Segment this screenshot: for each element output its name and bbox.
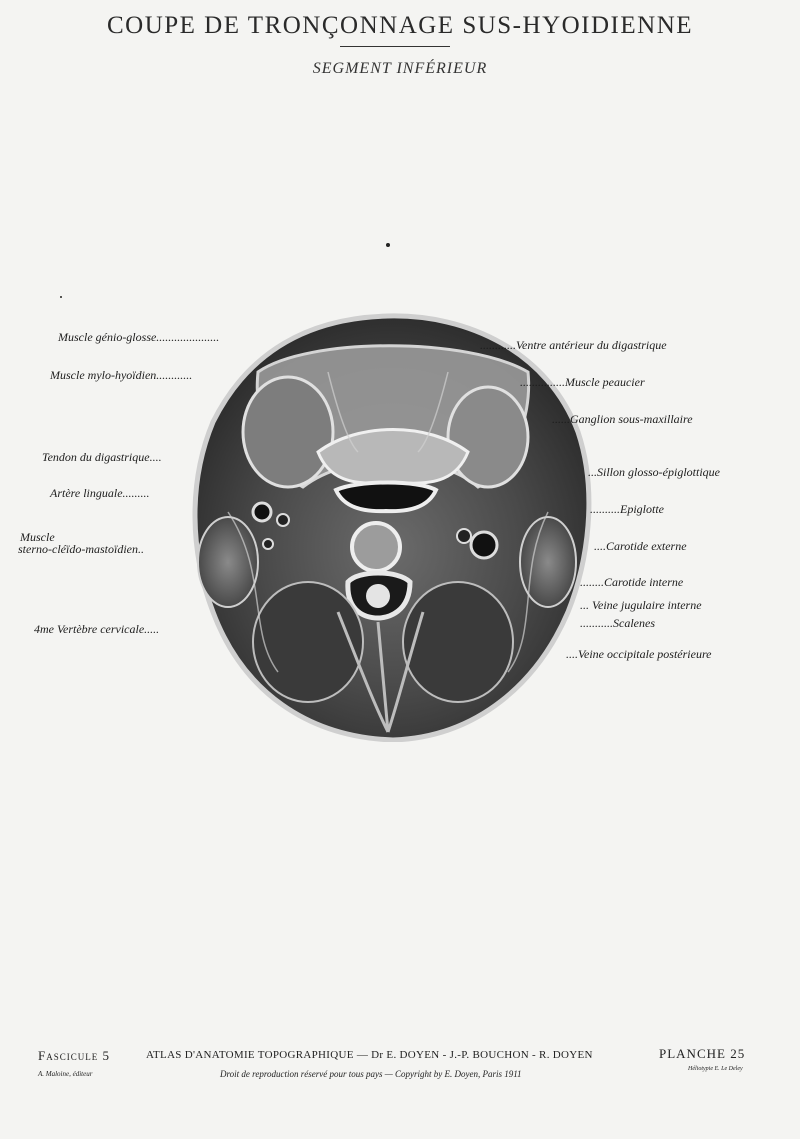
- footer-fascicule: Fascicule 5: [38, 1048, 110, 1063]
- label-artere-linguale: Artère linguale.........: [50, 486, 150, 500]
- label-carotide-externe: ....Carotide externe: [594, 539, 687, 553]
- label-muscle-peaucier: ...............Muscle peaucier: [520, 375, 645, 389]
- ink-speck: [386, 243, 390, 247]
- vertebral-body: [352, 523, 400, 571]
- label-carotide-interne: ........Carotide interne: [580, 575, 684, 589]
- title-rule: [340, 46, 450, 47]
- vessel: [471, 532, 497, 558]
- label-veine-jugulaire: ... Veine jugulaire interne: [580, 598, 702, 612]
- vessel: [457, 529, 471, 543]
- footer-rights: Droit de reproduction réservé pour tous pays — Copyright by E. Doyen, Paris 1911: [220, 1069, 522, 1079]
- ink-speck: [60, 296, 62, 298]
- submandibular-right: [448, 387, 528, 487]
- footer-planche: PLANCHE 25: [659, 1046, 746, 1061]
- vessel: [277, 514, 289, 526]
- label-scalenes: ...........Scalenes: [580, 616, 655, 630]
- label-sillon: ...Sillon glosso-épiglottique: [588, 465, 720, 479]
- footer-editor: A. Maloine, éditeur: [38, 1070, 93, 1078]
- label-veine-occipitale: ....Veine occipitale postérieure: [566, 647, 712, 661]
- label-tendon-digastrique: Tendon du digastrique....: [42, 450, 162, 464]
- scm-left: [198, 517, 258, 607]
- pharynx-cavity: [336, 483, 436, 512]
- label-mylo-hyoidien: Muscle mylo-hyoïdien............: [50, 368, 193, 382]
- submandibular-left: [243, 377, 333, 487]
- footer-printer: Héliotypie E. Le Deley: [688, 1066, 743, 1072]
- spinal-cord: [366, 584, 390, 608]
- page-title: COUPE DE TRONÇONNAGE SUS-HYOIDIENNE: [106, 12, 694, 39]
- label-vertebre-cervicale: 4me Vertèbre cervicale.....: [34, 622, 160, 636]
- vessel: [263, 539, 273, 549]
- footer-atlas-title: ATLAS D'ANATOMIE TOPOGRAPHIQUE — Dr E. DOYEN - J.-P. BOUCHON - R. DOYEN: [146, 1049, 593, 1061]
- page-subtitle: SEGMENT INFÉRIEUR: [312, 60, 488, 77]
- posterior-muscle: [403, 582, 513, 702]
- label-genio-glosse: Muscle génio-glosse.....................: [58, 330, 220, 344]
- label-epiglotte: ..........Epiglotte: [590, 502, 664, 516]
- label-ventre-digastrique: ............Ventre antérieur du digastrique: [480, 338, 667, 352]
- label-sterno-cleido-mastoidien: sterno-cléïdo-mastoïdien..: [18, 542, 144, 556]
- label-ganglion: ......Ganglion sous-maxillaire: [552, 412, 693, 426]
- label-muscle: Muscle: [20, 530, 55, 544]
- vessel: [253, 503, 271, 521]
- posterior-muscle: [253, 582, 363, 702]
